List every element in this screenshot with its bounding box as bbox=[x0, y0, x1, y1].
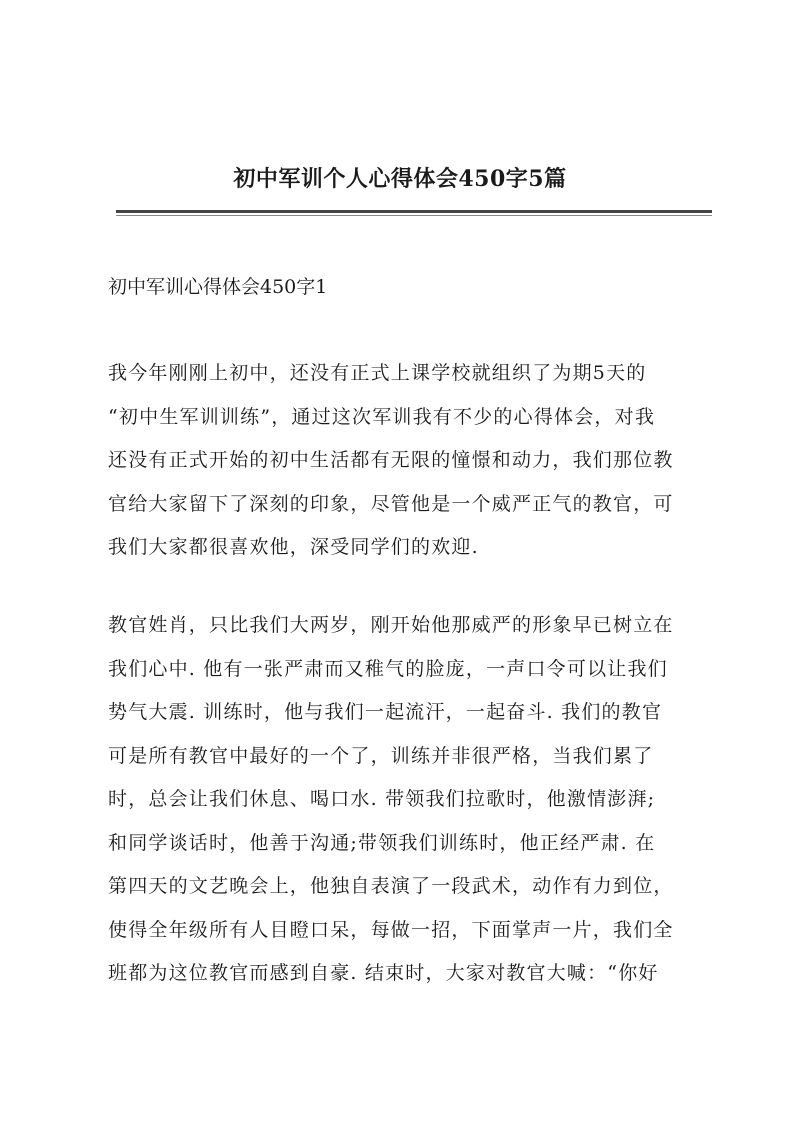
paragraph-line: 时，总会让我们休息、喝口水. 带领我们拉歌时，他激情澎湃; bbox=[108, 788, 656, 810]
document-title: 初中军训个人心得体会450字5篇 bbox=[233, 166, 567, 192]
paragraph-line: 使得全年级所有人目瞪口呆，每做一招，下面掌声一片，我们全 bbox=[108, 918, 674, 941]
paragraph-1 bbox=[108, 352, 712, 570]
paragraph-line: 官给大家留下了深刻的印象，尽管他是一个威严正气的教官，可 bbox=[108, 492, 674, 515]
paragraph-line: 还没有正式开始的初中生活都有无限的憧憬和动力，我们那位教 bbox=[108, 449, 674, 471]
title-divider bbox=[116, 210, 712, 213]
paragraph-line: 可是所有教官中最好的一个了，训练并非很严格，当我们累了 bbox=[108, 744, 654, 767]
paragraph-line: 第四天的文艺晚会上，他独自表演了一段武术，动作有力到位， bbox=[108, 875, 674, 897]
paragraph-line: 我们大家都很喜欢他，深受同学们的欢迎. bbox=[108, 536, 479, 558]
paragraph-line: 教官姓肖，只比我们大两岁，刚开始他那威严的形象早已树立在 bbox=[108, 614, 674, 636]
paragraph-line: 我们心中. 他有一张严肃而又稚气的脸庞，一声口令可以让我们 bbox=[108, 657, 668, 680]
paragraph-line: 我今年刚刚上初中，还没有正式上课学校就组织了为期5天的 bbox=[108, 362, 647, 384]
paragraph-line: 势气大震. 训练时，他与我们一起流汗，一起奋斗. 我们的教官 bbox=[108, 701, 663, 723]
section-heading: 初中军训心得体会450字1 bbox=[108, 276, 328, 298]
paragraph-2 bbox=[108, 604, 712, 996]
paragraph-line: “初中生军训训练”，通过这次军训我有不少的心得体会，对我 bbox=[108, 405, 656, 428]
title-divider-thin bbox=[116, 215, 712, 216]
paragraph-line: 班都为这位教官而感到自豪. 结束时，大家对教官大喊：“你好 bbox=[108, 962, 659, 984]
paragraph-line: 和同学谈话时，他善于沟通;带领我们训练时，他正经严肃. 在 bbox=[108, 831, 656, 854]
